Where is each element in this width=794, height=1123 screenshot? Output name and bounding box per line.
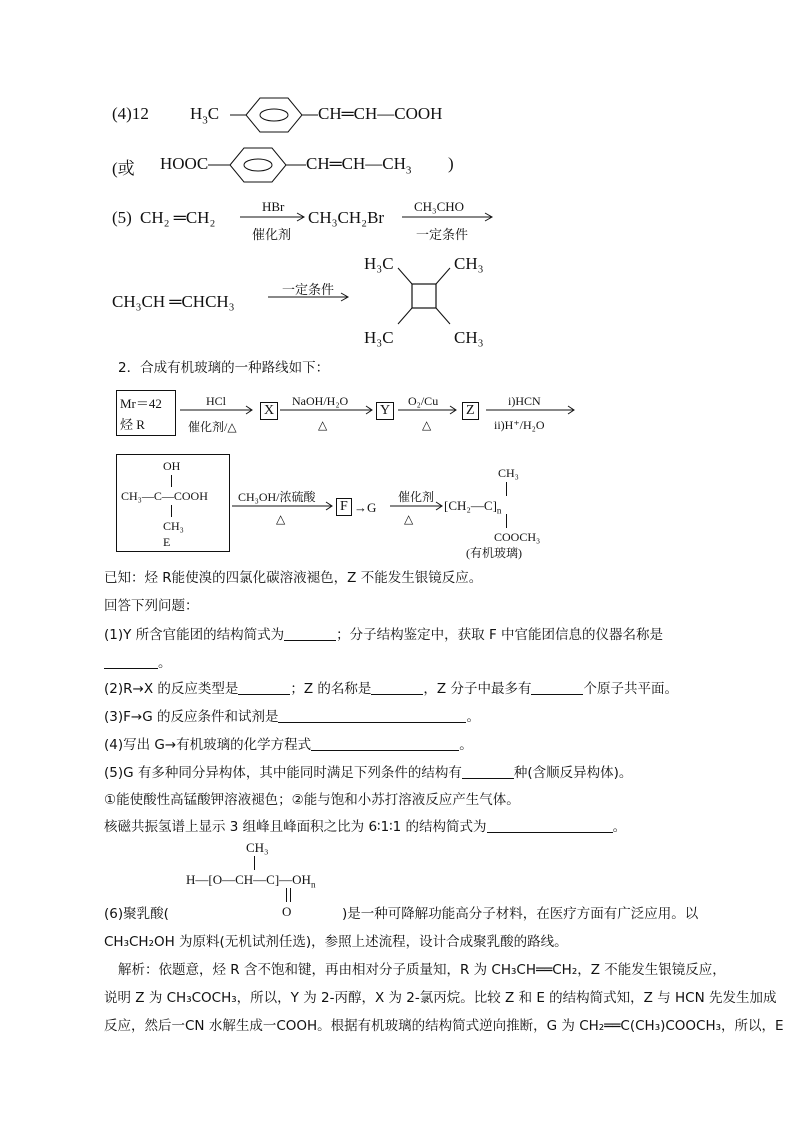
ring-sub-tr: CH₃ (454, 254, 484, 273)
f-box: F (336, 498, 352, 516)
question-2: (2)R→X 的反应类型是 ；Z 的名称是 ，Z 分子中最多有 个原子共平面。 (104, 681, 678, 697)
r2-condition: 一定条件 (282, 282, 335, 297)
question-1: (1)Y 所含官能团的结构简式为 ；分子结构鉴定中，获取 F 中官能团信息的仪器名称是 (104, 627, 664, 643)
a5-bottom: △ (276, 512, 286, 526)
question-5-conditions: ①能使酸性高锰酸钾溶液褪色；②能与饱和小苏打溶液反应产生气体。 (104, 792, 520, 808)
question-6-rest: )是一种可降解功能高分子材料，在医疗方面有广泛应用。以 (342, 906, 699, 922)
box-r: Mr＝42 烃 R (116, 390, 176, 436)
r1-condition: 催化剂 (252, 227, 292, 242)
analysis-line-1: 解析：依题意，烃 R 含不饱和键，再由相对分子质量知，R 为 CH₃CH══CH₂，Z 不能发生银镜反应， (118, 962, 726, 978)
g-label: →G (354, 500, 377, 515)
a3-bottom: △ (422, 418, 432, 432)
q1-blank-2[interactable] (104, 654, 158, 669)
r1-arrow2 (402, 212, 494, 222)
part4-label: (4)12 (112, 104, 149, 123)
r1-start: CH₂ ═CH₂ (140, 208, 216, 227)
benzene-ring-1 (230, 90, 320, 140)
q3-blank[interactable] (278, 708, 466, 723)
q1-blank-1[interactable] (284, 626, 336, 641)
answer-prompt: 回答下列问题： (104, 598, 199, 614)
z-box: Z (462, 402, 479, 420)
question-1-cont: 。 (104, 654, 172, 671)
pla-ch3: CH₃ (246, 840, 269, 855)
analysis-line-3: 反应，然后一CN 水解生成一COOH。根据有机玻璃的结构简式逆向推断，G 为 CH₂══C(CH₃)COOCH₃，所以，E (104, 1018, 784, 1034)
known-text: 已知：烃 R能使溴的四氯化碳溶液褪色，Z 不能发生银镜反应。 (104, 570, 483, 586)
ring-sub-tl: H₃C (364, 254, 394, 273)
cyclobutane-ring (384, 262, 464, 332)
r1-reagent: HBr (262, 199, 285, 214)
a1-top: HCl (206, 394, 227, 408)
poly-bond-up (506, 482, 507, 496)
r1-reagent2: CH₃CHO (414, 199, 465, 214)
question-4: (4)写出 G→有机玻璃的化学方程式 。 (104, 737, 473, 753)
poly-bond-down (506, 514, 507, 528)
a5-top: CH₃OH/浓硫酸 (238, 490, 316, 504)
poly-main: $[CH_2—C]_n$ (444, 498, 502, 516)
poly-ch3: CH₃ (498, 466, 519, 480)
r1-mid: CH₃CH₂Br (308, 208, 385, 227)
a3-top: O₂/Cu (408, 394, 439, 408)
a4-top: i)HCN (508, 394, 541, 408)
formula1-right: CH═CH—COOH (318, 104, 443, 123)
question-3: (3)F→G 的反应条件和试剂是 。 (104, 709, 480, 725)
part5-label: (5) (112, 208, 132, 227)
a6-top: 催化剂 (398, 490, 435, 504)
r2-start: CH₃CH ═CHCH₃ (112, 292, 235, 311)
x-box: X (260, 402, 278, 420)
q2-blank-3[interactable] (531, 680, 583, 695)
alt-open: (或 (112, 159, 135, 178)
question-5-nmr: 核磁共振氢谱上显示 3 组峰且峰面积之比为 6∶1∶1 的结构简式为 。 (104, 819, 627, 835)
q5-blank-1[interactable] (462, 764, 514, 779)
question-6-line2: CH₃CH₂OH 为原料(无机试剂任选)，参照上述流程，设计合成聚乳酸的路线。 (104, 934, 568, 950)
question-6-open: (6)聚乳酸( (104, 906, 169, 922)
box-e: OH CH₃—C—COOH CH₃ E (116, 454, 230, 552)
pla-bond-down (286, 888, 291, 902)
poly-cooch3: COOCH₃ (494, 530, 541, 544)
a2-top: NaOH/H₂O (292, 394, 349, 408)
benzene-ring-2 (208, 140, 308, 190)
analysis-line-2: 说明 Z 为 CH₃COCH₃，所以，Y 为 2-丙醇，X 为 2-氯丙烷。比较 Z 和 E 的结构简式知，Z 与 HCN 先发生加成 (104, 990, 777, 1006)
ring-sub-br: CH₃ (454, 328, 484, 347)
q2-blank-2[interactable] (371, 680, 423, 695)
question-5: (5)G 有多种同分异构体，其中能同时满足下列条件的结构有 种(含顺反异构体)。 (104, 765, 633, 781)
q4-blank[interactable] (311, 736, 459, 751)
poly-caption: (有机玻璃) (466, 546, 522, 560)
a6-bottom: △ (404, 512, 414, 526)
pla-o: O (282, 904, 292, 919)
y-box: Y (376, 402, 394, 420)
r2-arrow (268, 292, 350, 302)
r1-condition2: 一定条件 (416, 227, 469, 242)
formula2-left: HOOC (160, 154, 209, 173)
q2-title: 2．合成有机玻璃的一种路线如下： (118, 360, 330, 376)
formula1-left: $H_3C$ (190, 104, 220, 127)
pla-bond-up (254, 856, 255, 870)
r1-arrow (240, 212, 306, 222)
ring-sub-bl: H₃C (364, 328, 394, 347)
alt-close: ) (448, 154, 454, 173)
pla-main: $H—[O—CH—C]—OH_n$ (186, 872, 316, 890)
a1-bottom: 催化剂/△ (188, 420, 237, 434)
a4-bottom: ii)H⁺/H₂O (494, 418, 545, 432)
formula2-right: $CH═CH—CH_3$ (306, 154, 412, 177)
a2-bottom: △ (318, 418, 328, 432)
q5-blank-2[interactable] (487, 818, 613, 833)
q2-blank-1[interactable] (238, 680, 290, 695)
